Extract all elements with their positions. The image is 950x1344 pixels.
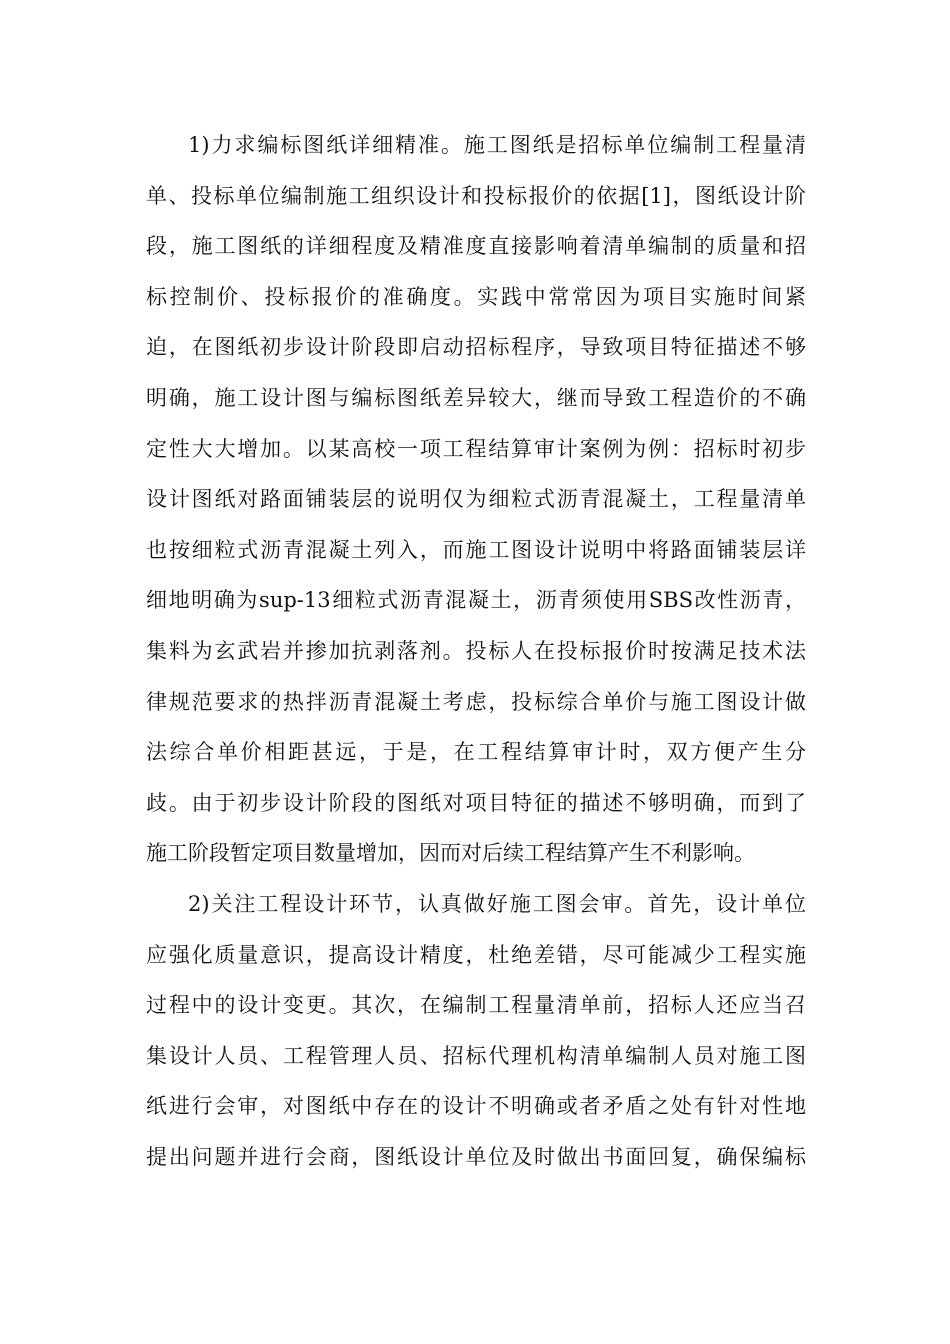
text-line: 迫，在图纸初步设计阶段即启动招标程序，导致项目特征描述不够 bbox=[146, 335, 806, 360]
text-line: 1)力求编标图纸详细精准。施工图纸是招标单位编制工程量清 bbox=[188, 133, 806, 157]
text-line: 2)关注工程设计环节，认真做好施工图会审。首先，设计单位 bbox=[188, 891, 806, 916]
text-line: 细地明确为sup-13细粒式沥青混凝土，沥青须使用SBS改性沥青， bbox=[146, 588, 806, 613]
text-line: 歧。由于初步设计阶段的图纸对项目特征的描述不够明确，而到了 bbox=[146, 790, 806, 815]
text-line: 应强化质量意识，提高设计精度，杜绝差错，尽可能减少工程实施 bbox=[146, 942, 806, 967]
text-line: 也按细粒式沥青混凝土列入，而施工图设计说明中将路面铺装层详 bbox=[146, 537, 806, 562]
text-line: 标控制价、投标报价的准确度。实践中常常因为项目实施时间紧 bbox=[146, 284, 806, 309]
text-line: 施工阶段暂定项目数量增加，因而对后续工程结算产生不利影响。 bbox=[146, 841, 755, 866]
text-line: 集设计人员、工程管理人员、招标代理机构清单编制人员对施工图 bbox=[146, 1043, 806, 1068]
text-line: 过程中的设计变更。其次，在编制工程量清单前，招标人还应当召 bbox=[146, 993, 806, 1018]
text-line: 纸进行会审，对图纸中存在的设计不明确或者矛盾之处有针对性地 bbox=[146, 1094, 806, 1119]
body-text bbox=[146, 120, 806, 1182]
text-line: 律规范要求的热拌沥青混凝土考虑，投标综合单价与施工图设计做 bbox=[146, 689, 806, 714]
text-line: 单、投标单位编制施工组织设计和投标报价的依据[1]，图纸设计阶 bbox=[146, 183, 806, 208]
text-line: 定性大大增加。以某高校一项工程结算审计案例为例：招标时初步 bbox=[146, 436, 806, 461]
text-line: 段，施工图纸的详细程度及精准度直接影响着清单编制的质量和招 bbox=[146, 234, 806, 259]
text-line: 设计图纸对路面铺装层的说明仅为细粒式沥青混凝土，工程量清单 bbox=[146, 487, 806, 512]
text-line: 提出问题并进行会商，图纸设计单位及时做出书面回复，确保编标 bbox=[146, 1144, 806, 1169]
text-line: 法综合单价相距甚远，于是，在工程结算审计时，双方便产生分 bbox=[146, 740, 806, 765]
text-line: 明确，施工设计图与编标图纸差异较大，继而导致工程造价的不确 bbox=[146, 385, 806, 410]
text-line: 集料为玄武岩并掺加抗剥落剂。投标人在投标报价时按满足技术法 bbox=[146, 638, 806, 663]
